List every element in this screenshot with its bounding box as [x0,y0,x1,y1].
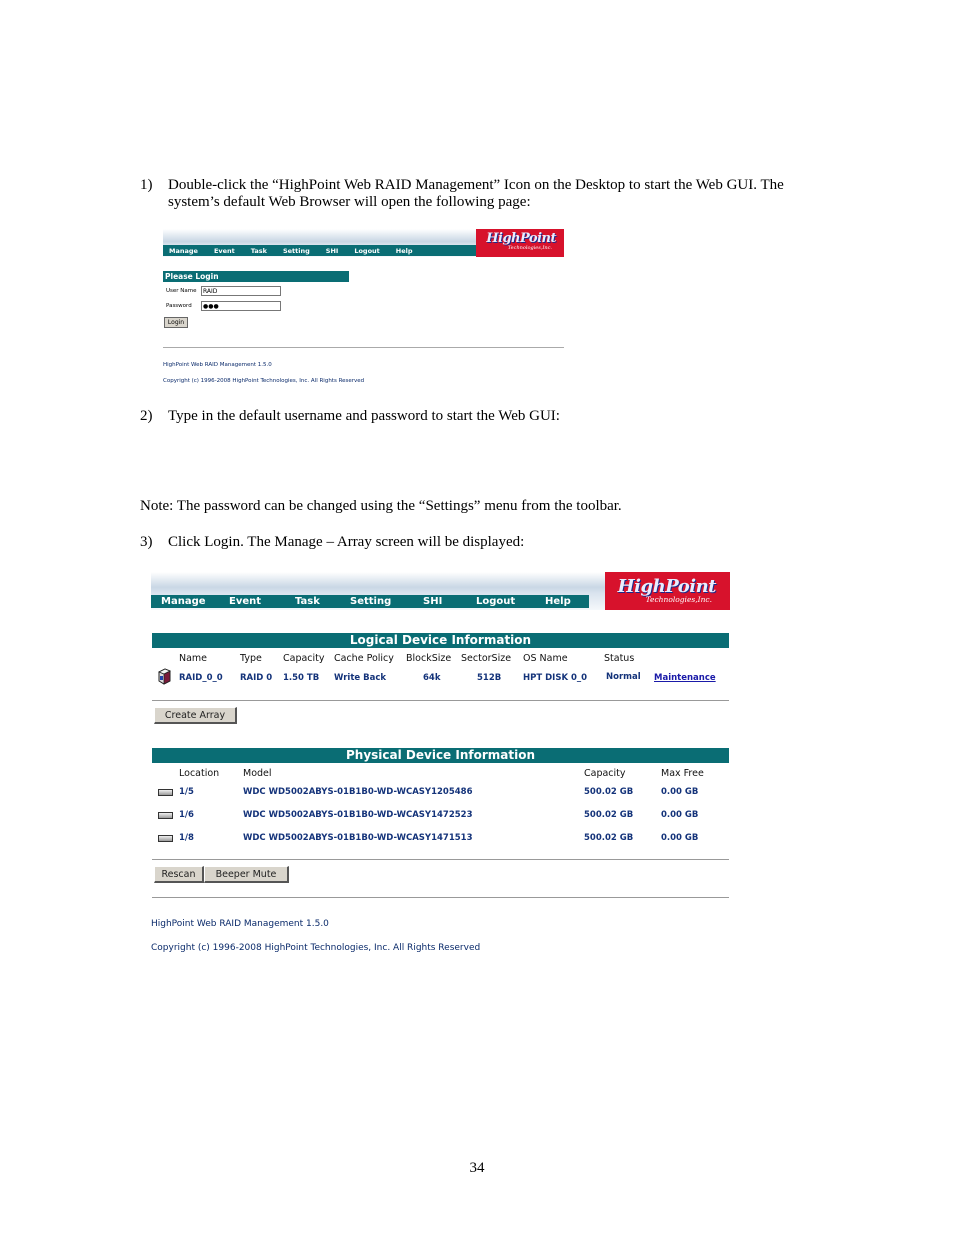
col-status: Status [604,653,635,664]
array-cache-policy: Write Back [334,673,387,683]
step-3-text: Click Login. The Manage – Array screen will be displayed: [168,534,525,550]
login-highpoint-logo [476,229,564,257]
manage-screenshot [151,572,731,962]
disk-2-model: WDC WD5002ABYS-01B1B0-WD-WCASY1472523 [243,810,473,820]
username-field[interactable]: RAID [201,286,281,296]
login-nav-help[interactable]: Help [395,246,413,255]
nav-setting[interactable]: Setting [350,596,392,607]
array-os-name: HPT DISK 0_0 [523,673,588,683]
col-model: Model [243,768,272,779]
raid-array-icon [157,668,171,685]
logical-divider [152,700,729,701]
step-3-number: 3) [140,534,153,550]
col-max-free: Max Free [661,768,704,779]
manage-footer-version: HighPoint Web RAID Management 1.5.0 [151,919,329,929]
physical-device-header: Physical Device Information [152,748,729,763]
page-number: 34 [469,1160,485,1176]
password-field[interactable]: ●●● [201,301,281,311]
step-1 [140,177,840,213]
disk-3-capacity: 500.02 GB [584,833,634,843]
please-login-header: Please Login [163,271,349,282]
login-divider [163,347,564,348]
step-2-number: 2) [140,408,153,424]
step-2-text: Type in the default username and password to start the Web GUI: [168,408,560,424]
disk-icon [158,812,173,819]
disk-1-model: WDC WD5002ABYS-01B1B0-WD-WCASY1205486 [243,787,473,797]
login-footer-copyright: Copyright (c) 1996-2008 HighPoint Technologies, Inc. All Rights Reserved [163,378,365,384]
login-footer-version: HighPoint Web RAID Management 1.5.0 [163,362,272,368]
physical-divider [152,859,729,860]
login-nav-shi[interactable]: SHI [325,246,339,255]
nav-event[interactable]: Event [229,596,262,607]
manage-footer-copyright: Copyright (c) 1996-2008 HighPoint Technologies, Inc. All Rights Reserved [151,943,481,953]
footer-divider [152,897,729,898]
username-label: User Name [166,288,197,294]
step-1-number: 1) [140,177,153,193]
manage-highpoint-logo [605,572,730,610]
col-cache-policy: Cache Policy [334,653,394,664]
disk-3-max-free: 0.00 GB [661,833,699,843]
login-nav-event[interactable]: Event [213,246,235,255]
login-nav-setting[interactable]: Setting [282,246,310,255]
step-1-text [168,177,818,211]
login-nav-manage[interactable]: Manage [169,246,198,255]
disk-1-location[interactable]: 1/5 [179,787,194,797]
manage-nav-bar [151,595,589,608]
step-1-line-2: system’s default Web Browser will open the following page: [168,194,531,210]
nav-task[interactable]: Task [295,596,320,607]
note-text: Note: The password can be changed using the “Settings” menu from the toolbar. [140,498,622,514]
login-screenshot [163,229,565,389]
password-label: Password [166,303,192,309]
array-status: Normal [606,672,641,682]
col-blocksize: BlockSize [406,653,452,664]
disk-2-location[interactable]: 1/6 [179,810,194,820]
disk-3-model: WDC WD5002ABYS-01B1B0-WD-WCASY1471513 [243,833,473,843]
logo-title: HighPoint [486,231,556,246]
col-capacity: Capacity [283,653,325,664]
nav-shi[interactable]: SHI [423,596,443,607]
login-nav-logout[interactable]: Logout [354,246,380,255]
array-name[interactable]: RAID_0_0 [179,673,223,683]
disk-2-max-free: 0.00 GB [661,810,699,820]
col-type: Type [240,653,262,664]
manage-logo-subtitle: Technologies,Inc. [645,595,712,604]
step-2 [140,408,840,426]
logo-subtitle: Technologies,Inc. [507,245,552,251]
disk-2-capacity: 500.02 GB [584,810,634,820]
array-type: RAID 0 [240,673,273,683]
manage-logo-title: HighPoint [617,576,716,597]
array-blocksize: 64k [423,673,441,683]
maintenance-link[interactable]: Maintenance [654,673,716,683]
disk-1-capacity: 500.02 GB [584,787,634,797]
login-nav-bar [163,245,476,256]
step-3 [140,534,840,552]
disk-3-location[interactable]: 1/8 [179,833,194,843]
nav-logout[interactable]: Logout [476,596,516,607]
array-sectorsize: 512B [477,673,502,683]
col-os-name: OS Name [523,653,568,664]
col-sectorsize: SectorSize [461,653,512,664]
rescan-button[interactable]: Rescan [154,866,204,883]
login-nav-task[interactable]: Task [250,246,267,255]
login-button[interactable]: Login [164,317,188,328]
step-1-line-1: Double-click the “HighPoint Web RAID Management” Icon on the Desktop to start the Web GUI. The [168,177,784,193]
nav-manage[interactable]: Manage [161,596,206,607]
col-phys-capacity: Capacity [584,768,626,779]
logical-device-header: Logical Device Information [152,633,729,648]
create-array-button[interactable]: Create Array [154,707,237,724]
col-name: Name [179,653,208,664]
nav-help[interactable]: Help [545,596,571,607]
col-location: Location [179,768,220,779]
disk-icon [158,789,173,796]
disk-1-max-free: 0.00 GB [661,787,699,797]
disk-icon [158,835,173,842]
array-capacity: 1.50 TB [283,673,320,683]
beeper-mute-button[interactable]: Beeper Mute [204,866,289,883]
